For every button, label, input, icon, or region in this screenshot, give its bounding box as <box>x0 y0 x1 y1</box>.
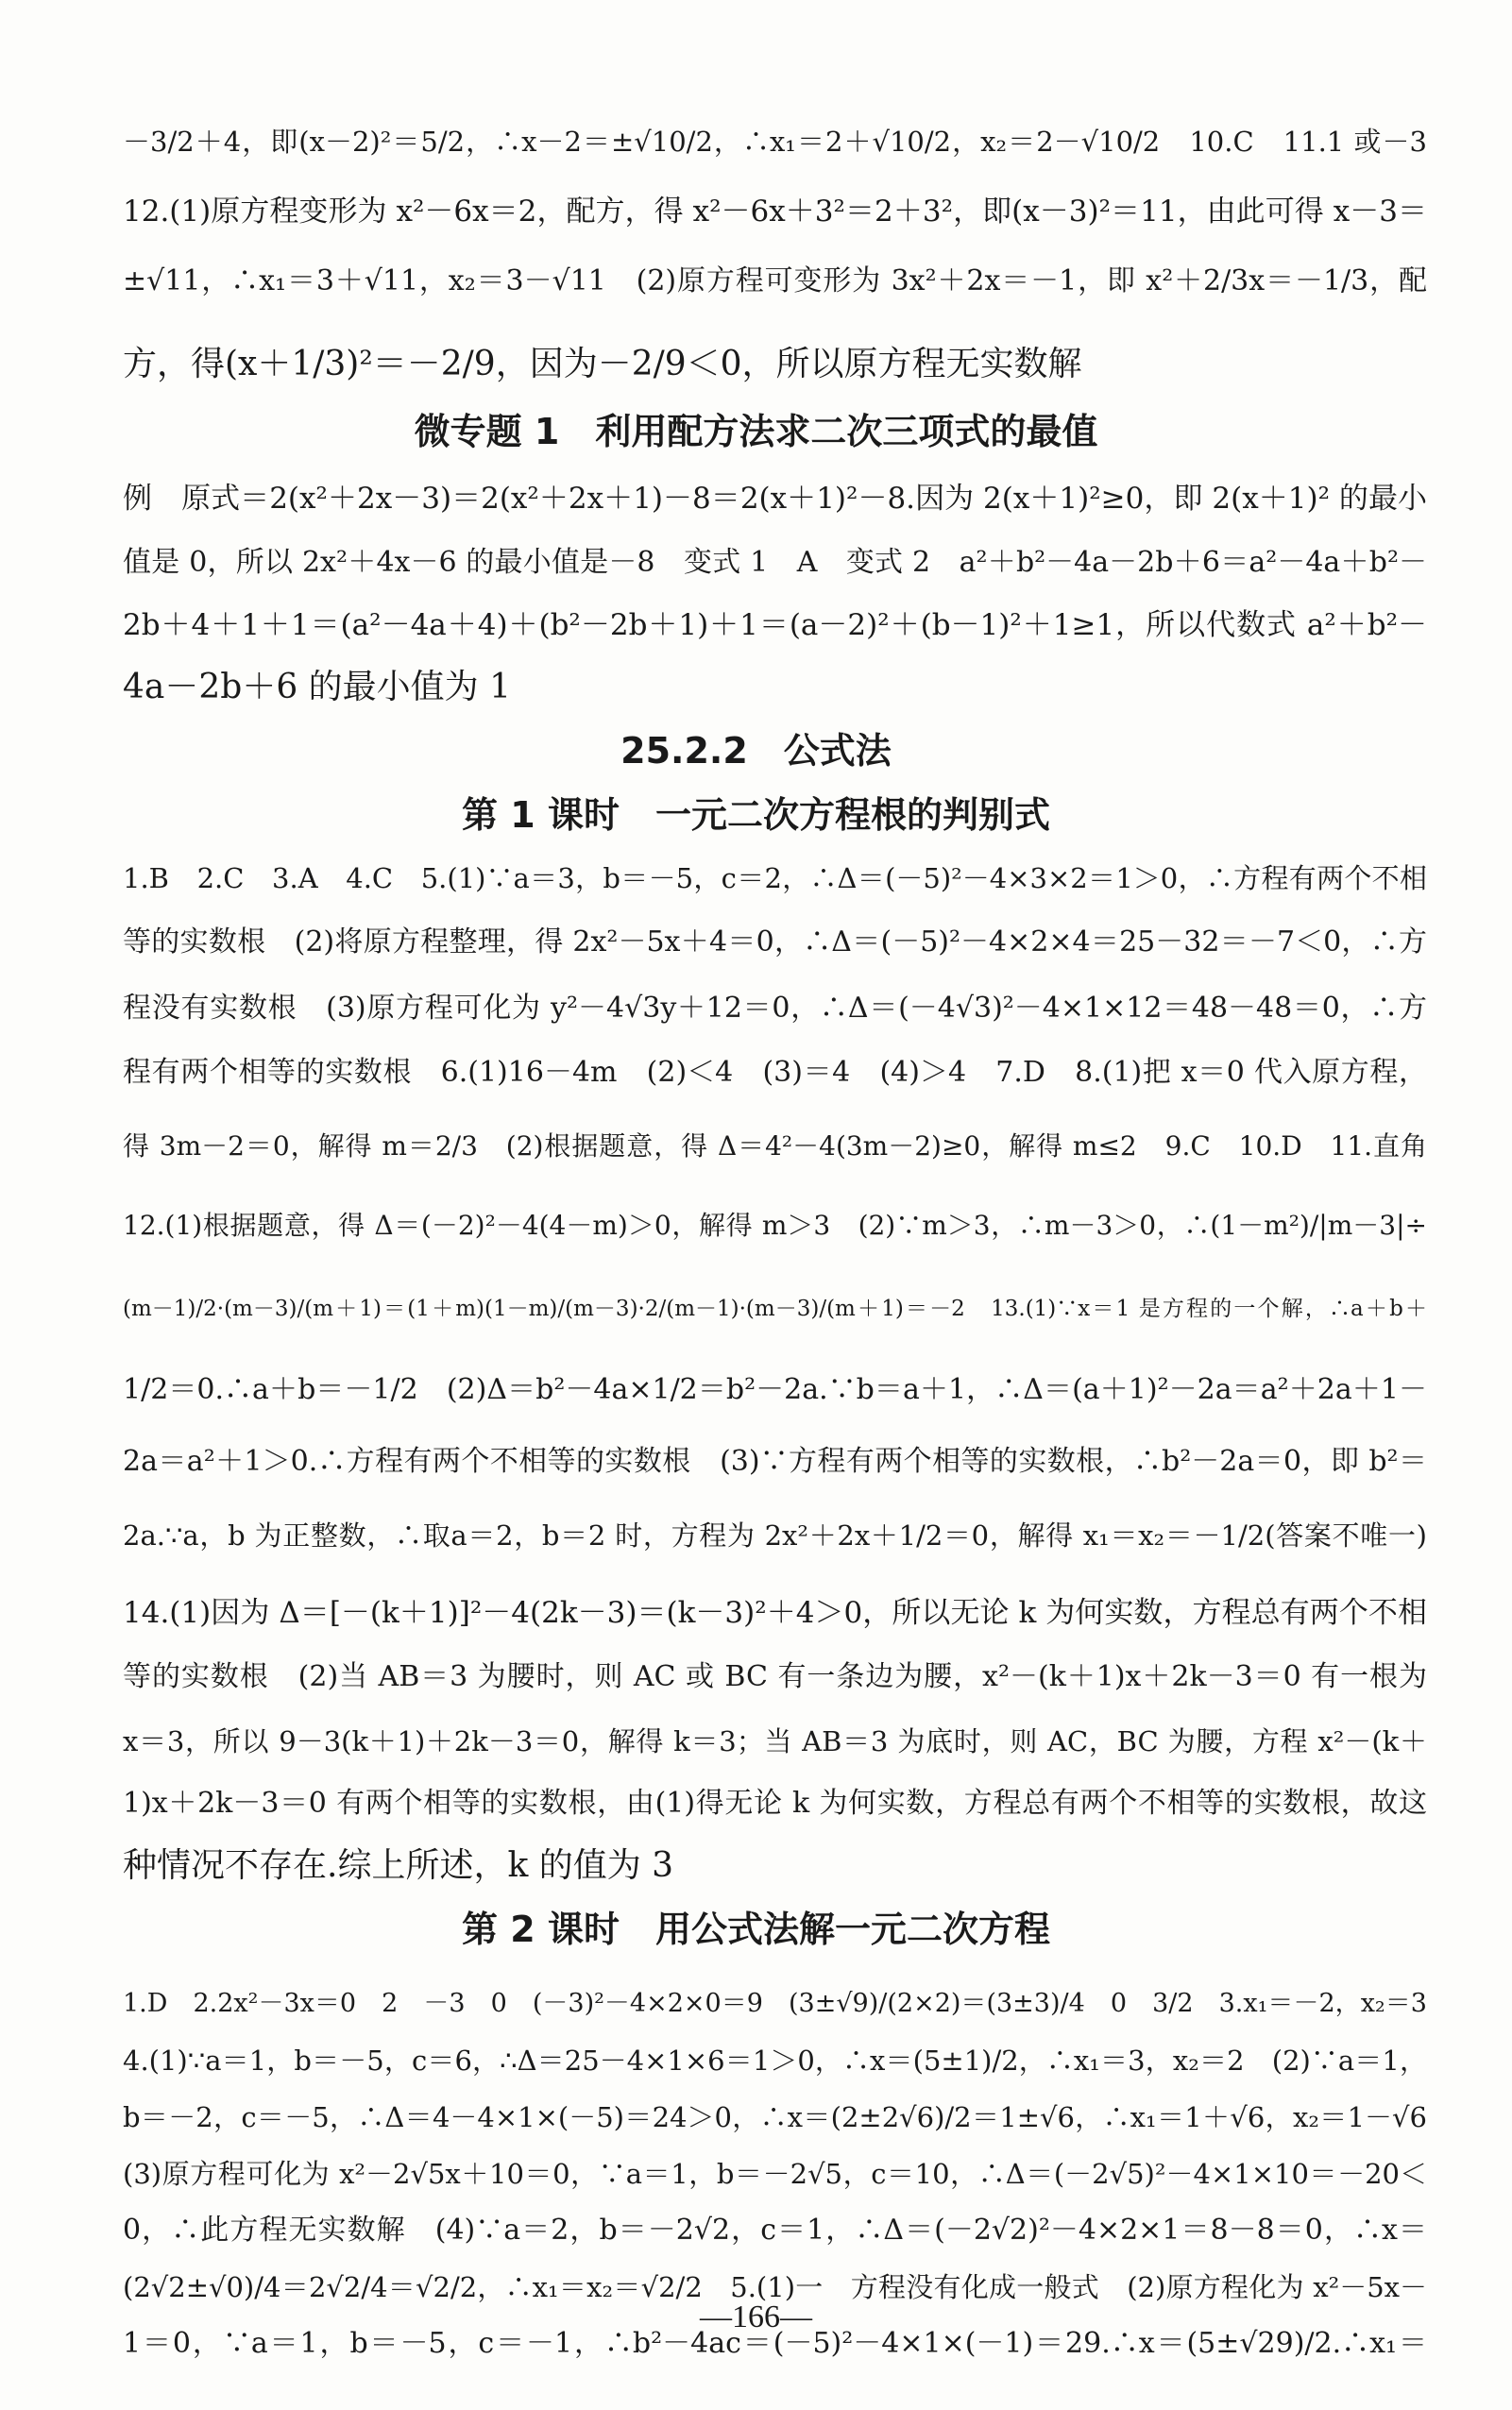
text-line: (3)原方程可化为 x²－2√5x＋10＝0，∵a＝1，b＝－2√5，c＝10，∴Δ＝(－2√5)²－4×1×10＝－20＜ <box>123 2158 1427 2190</box>
section-heading: 第 1 课时 一元二次方程根的判别式 <box>462 794 1050 836</box>
text-line: b＝－2，c＝－5，∴Δ＝4－4×1×(－5)＝24＞0，∴x＝(2±2√6)/2＝1±√6，∴x₁＝1＋√6，x₂＝1－√6 <box>123 2101 1427 2133</box>
text-line: 14.(1)因为 Δ＝[－(k＋1)]²－4(2k－3)＝(k－3)²＋4＞0，所以无论 k 为何实数，方程总有两个不相 <box>123 1596 1427 1630</box>
text-line: 12.(1)原方程变形为 x²－6x＝2，配方，得 x²－6x＋3²＝2＋3²，即(x－3)²＝11，由此可得 x－3＝ <box>123 195 1427 229</box>
text-line: 1)x＋2k－3＝0 有两个相等的实数根，由(1)得无论 k 为何实数，方程总有两个不相等的实数根，故这 <box>123 1787 1427 1820</box>
text-line: 程没有实数根 (3)原方程可化为 y²－4√3y＋12＝0，∴Δ＝(－4√3)²－4×1×12＝48－48＝0，∴方 <box>123 992 1427 1025</box>
page-number: —166— <box>700 2300 812 2334</box>
text-line: 方，得(x＋1/3)²＝－2/9，因为－2/9＜0，所以原方程无实数解 <box>123 345 1082 383</box>
section-heading: 25.2.2 公式法 <box>620 730 892 772</box>
text-line: 2a.∵a，b 为正整数，∴取a＝2，b＝2 时，方程为 2x²＋2x＋1/2＝0，解得 x₁＝x₂＝－1/2(答案不唯一) <box>123 1519 1427 1552</box>
text-line: 1.D 2.2x²－3x＝0 2 －3 0 (－3)²－4×2×0＝9 (3±√9)/(2×2)＝(3±3)/4 0 3/2 3.x₁＝－2，x₂＝3 <box>123 1989 1427 2018</box>
text-line: 4.(1)∵a＝1，b＝－5，c＝6，∴Δ＝25－4×1×6＝1＞0，∴x＝(5±1)/2，∴x₁＝3，x₂＝2 (2)∵a＝1， <box>123 2045 1427 2077</box>
text-line: 等的实数根 (2)当 AB＝3 为腰时，则 AC 或 BC 有一条边为腰，x²－(k＋1)x＋2k－3＝0 有一根为 <box>123 1660 1427 1693</box>
text-line: 4a－2b＋6 的最小值为 1 <box>123 668 512 706</box>
text-line: －3/2＋4，即(x－2)²＝5/2，∴x－2＝±√10/2，∴x₁＝2＋√10/2，x₂＝2－√10/2 10.C 11.1 或－3 <box>123 126 1427 158</box>
text-line: 0，∴此方程无实数解 (4)∵a＝2，b＝－2√2，c＝1，∴Δ＝(－2√2)²－4×2×1＝8－8＝0，∴x＝ <box>123 2214 1427 2247</box>
text-line: 程有两个相等的实数根 6.(1)16－4m (2)＜4 (3)＝4 (4)＞4 7.D 8.(1)把 x＝0 代入原方程， <box>123 1056 1427 1089</box>
text-line: 12.(1)根据题意，得 Δ＝(－2)²－4(4－m)＞0，解得 m＞3 (2)∵m＞3，∴m－3＞0，∴(1－m²)/|m－3|÷ <box>123 1210 1427 1241</box>
section-heading: 第 2 课时 用公式法解一元二次方程 <box>462 1909 1050 1950</box>
text-line: 1/2＝0.∴a＋b＝－1/2 (2)Δ＝b²－4a×1/2＝b²－2a.∵b＝a＋1，∴Δ＝(a＋1)²－2a＝a²＋2a＋1－ <box>123 1373 1427 1406</box>
section-heading: 微专题 1 利用配方法求二次三项式的最值 <box>414 411 1098 452</box>
text-line: 种情况不存在.综上所述，k 的值为 3 <box>123 1846 674 1885</box>
text-line: 等的实数根 (2)将原方程整理，得 2x²－5x＋4＝0，∴Δ＝(－5)²－4×2×4＝25－32＝－7＜0，∴方 <box>123 925 1427 959</box>
text-line: 例 原式＝2(x²＋2x－3)＝2(x²＋2x＋1)－8＝2(x＋1)²－8.因为 2(x＋1)²≥0，即 2(x＋1)² 的最小 <box>123 482 1427 516</box>
text-line: (2√2±√0)/4＝2√2/4＝√2/2，∴x₁＝x₂＝√2/2 5.(1)一 方程没有化成一般式 (2)原方程化为 x²－5x－ <box>123 2271 1427 2303</box>
text-line: 2a＝a²＋1＞0.∴方程有两个不相等的实数根 (3)∵方程有两个相等的实数根，∴b²－2a＝0，即 b²＝ <box>123 1445 1427 1478</box>
text-line: ±√11，∴x₁＝3＋√11，x₂＝3－√11 (2)原方程可变形为 3x²＋2x＝－1，即 x²＋2/3x＝－1/3，配 <box>123 264 1427 297</box>
text-line: 2b＋4＋1＋1＝(a²－4a＋4)＋(b²－2b＋1)＋1＝(a－2)²＋(b－1)²＋1≥1，所以代数式 a²＋b²－ <box>123 608 1427 642</box>
text-line: 1＝0，∵a＝1，b＝－5，c＝－1，∴b²－4ac＝(－5)²－4×1×(－1)＝29.∴x＝(5±√29)/2.∴x₁＝ <box>123 2327 1427 2360</box>
text-line: (m－1)/2·(m－3)/(m＋1)＝(1＋m)(1－m)/(m－3)·2/(m－1)·(m－3)/(m＋1)＝－2 13.(1)∵x＝1 是方程的一个解，∴a＋b＋ <box>123 1297 1427 1321</box>
text-line: 得 3m－2＝0，解得 m＝2/3 (2)根据题意，得 Δ＝4²－4(3m－2)≥0，解得 m≤2 9.C 10.D 11.直角 <box>123 1130 1427 1162</box>
text-line: x＝3，所以 9－3(k＋1)＋2k－3＝0，解得 k＝3；当 AB＝3 为底时，则 AC，BC 为腰，方程 x²－(k＋ <box>123 1725 1427 1757</box>
text-line: 1.B 2.C 3.A 4.C 5.(1)∵a＝3，b＝－5，c＝2，∴Δ＝(－5)²－4×3×2＝1＞0，∴方程有两个不相 <box>123 862 1427 894</box>
text-line: 值是 0，所以 2x²＋4x－6 的最小值是－8 变式 1 A 变式 2 a²＋b²－4a－2b＋6＝a²－4a＋b²－ <box>123 546 1427 579</box>
